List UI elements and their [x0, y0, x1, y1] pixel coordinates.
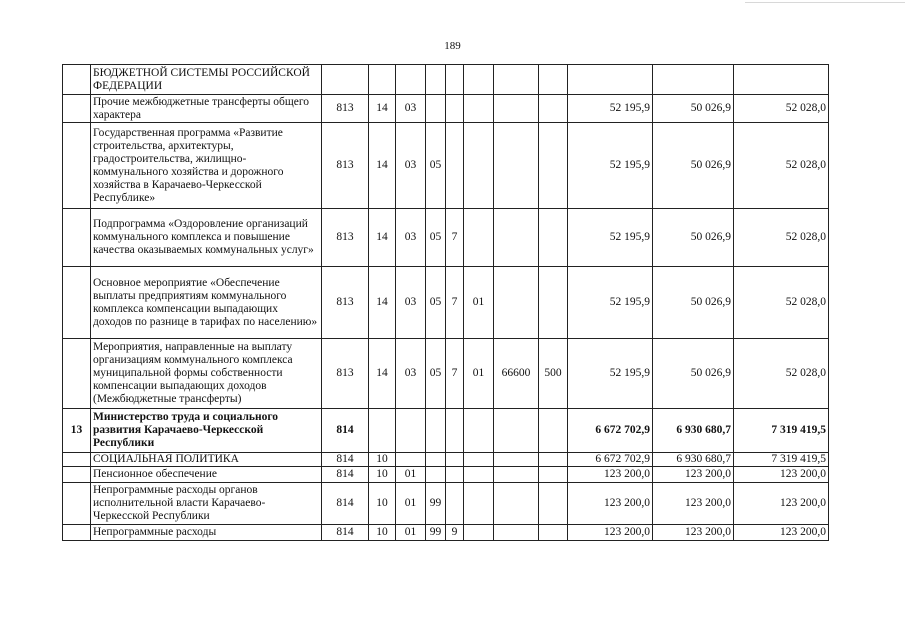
- expense-type-code: [539, 95, 568, 123]
- subprogram-code: 7: [446, 209, 464, 267]
- subsection-code: 03: [396, 209, 426, 267]
- item-name: Министерство труда и социального развития Карачаево-Черкесской Республики: [91, 409, 322, 453]
- amount-year-2: 6 930 680,7: [653, 453, 734, 467]
- ministry-code: 814: [322, 483, 369, 525]
- direction-code: [494, 525, 539, 541]
- amount-year-2: 123 200,0: [653, 525, 734, 541]
- table-row: [63, 483, 829, 525]
- program-code: [426, 95, 446, 123]
- amount-year-2: 123 200,0: [653, 467, 734, 483]
- section-code: 14: [369, 339, 396, 409]
- amount-year-2: 50 026,9: [653, 267, 734, 339]
- subprogram-code: [446, 409, 464, 453]
- subprogram-code: 7: [446, 267, 464, 339]
- ministry-code: 813: [322, 267, 369, 339]
- program-code: 05: [426, 209, 446, 267]
- activity-code: [464, 65, 494, 95]
- expense-type-code: [539, 467, 568, 483]
- subprogram-code: [446, 453, 464, 467]
- section-code: 14: [369, 123, 396, 209]
- subsection-code: 01: [396, 467, 426, 483]
- subsection-code: 03: [396, 339, 426, 409]
- direction-code: [494, 483, 539, 525]
- program-code: [426, 453, 446, 467]
- program-code: [426, 65, 446, 95]
- table-row: [63, 525, 829, 541]
- item-name: Непрограммные расходы: [91, 525, 322, 541]
- expense-type-code: [539, 267, 568, 339]
- table-row: [63, 267, 829, 339]
- row-index: [63, 453, 91, 467]
- table-row: [63, 95, 829, 123]
- program-code: [426, 409, 446, 453]
- expense-type-code: [539, 525, 568, 541]
- row-index: [63, 339, 91, 409]
- amount-year-1: 52 195,9: [568, 209, 653, 267]
- amount-year-1: 6 672 702,9: [568, 409, 653, 453]
- ministry-code: [322, 65, 369, 95]
- amount-year-3: 123 200,0: [734, 467, 829, 483]
- row-index: [63, 123, 91, 209]
- activity-code: [464, 467, 494, 483]
- amount-year-2: 50 026,9: [653, 209, 734, 267]
- program-code: [426, 467, 446, 483]
- amount-year-1: 123 200,0: [568, 483, 653, 525]
- direction-code: [494, 453, 539, 467]
- page-number: 189: [444, 40, 461, 52]
- table-body: [63, 65, 829, 541]
- section-code: 10: [369, 483, 396, 525]
- subprogram-code: [446, 483, 464, 525]
- direction-code: [494, 209, 539, 267]
- subprogram-code: [446, 95, 464, 123]
- amount-year-3: 52 028,0: [734, 209, 829, 267]
- amount-year-2: [653, 65, 734, 95]
- ministry-code: 813: [322, 123, 369, 209]
- amount-year-2: 123 200,0: [653, 483, 734, 525]
- section-code: 14: [369, 209, 396, 267]
- expense-type-code: [539, 123, 568, 209]
- item-name: Мероприятия, направленные на выплату организациям коммунального комплекса муниципальной формы собственности компенсации выпадающих доходов (Межбюджетные трансферты): [91, 339, 322, 409]
- amount-year-3: 123 200,0: [734, 525, 829, 541]
- amount-year-2: 50 026,9: [653, 95, 734, 123]
- activity-code: 01: [464, 339, 494, 409]
- subprogram-code: 7: [446, 339, 464, 409]
- item-name: СОЦИАЛЬНАЯ ПОЛИТИКА: [91, 453, 322, 467]
- amount-year-1: 52 195,9: [568, 267, 653, 339]
- table-row: [63, 409, 829, 453]
- amount-year-3: 52 028,0: [734, 95, 829, 123]
- activity-code: [464, 409, 494, 453]
- expense-type-code: [539, 409, 568, 453]
- expense-type-code: [539, 209, 568, 267]
- budget-table: [62, 64, 829, 541]
- ministry-code: 814: [322, 409, 369, 453]
- subsection-code: [396, 409, 426, 453]
- amount-year-2: 6 930 680,7: [653, 409, 734, 453]
- ministry-code: 814: [322, 525, 369, 541]
- ministry-code: 813: [322, 95, 369, 123]
- amount-year-3: [734, 65, 829, 95]
- table-row: [63, 123, 829, 209]
- row-index: [63, 525, 91, 541]
- row-index: [63, 65, 91, 95]
- section-code: 10: [369, 525, 396, 541]
- amount-year-2: 50 026,9: [653, 123, 734, 209]
- row-index: 13: [63, 409, 91, 453]
- program-code: 05: [426, 339, 446, 409]
- expense-type-code: 500: [539, 339, 568, 409]
- item-name: Подпрограмма «Оздоровление организаций коммунального комплекса и повышение качества оказываемых коммунальных услуг»: [91, 209, 322, 267]
- section-code: 10: [369, 467, 396, 483]
- activity-code: [464, 483, 494, 525]
- amount-year-3: 52 028,0: [734, 339, 829, 409]
- subsection-code: 03: [396, 123, 426, 209]
- subsection-code: [396, 453, 426, 467]
- program-code: 99: [426, 483, 446, 525]
- item-name: Непрограммные расходы органов исполнительной власти Карачаево-Черкесской Республики: [91, 483, 322, 525]
- item-name: Государственная программа «Развитие строительства, архитектуры, градостроительства, жилищно-коммунального хозяйства и дорожного хозяйства в Карачаево-Черкесской Республике»: [91, 123, 322, 209]
- amount-year-2: 50 026,9: [653, 339, 734, 409]
- activity-code: [464, 95, 494, 123]
- item-name: Пенсионное обеспечение: [91, 467, 322, 483]
- ministry-code: 814: [322, 453, 369, 467]
- subprogram-code: [446, 123, 464, 209]
- table-row: [63, 453, 829, 467]
- subsection-code: [396, 65, 426, 95]
- scan-edge-line: [745, 2, 905, 3]
- program-code: 05: [426, 267, 446, 339]
- direction-code: [494, 95, 539, 123]
- amount-year-1: 52 195,9: [568, 95, 653, 123]
- amount-year-1: 52 195,9: [568, 339, 653, 409]
- amount-year-1: 123 200,0: [568, 467, 653, 483]
- activity-code: [464, 123, 494, 209]
- direction-code: [494, 123, 539, 209]
- row-index: [63, 467, 91, 483]
- program-code: 99: [426, 525, 446, 541]
- subprogram-code: [446, 65, 464, 95]
- direction-code: [494, 409, 539, 453]
- section-code: 14: [369, 267, 396, 339]
- amount-year-3: 52 028,0: [734, 123, 829, 209]
- section-code: 10: [369, 453, 396, 467]
- row-index: [63, 267, 91, 339]
- item-name: Прочие межбюджетные трансферты общего характера: [91, 95, 322, 123]
- direction-code: [494, 467, 539, 483]
- subsection-code: 03: [396, 95, 426, 123]
- table-row: [63, 467, 829, 483]
- expense-type-code: [539, 483, 568, 525]
- activity-code: [464, 453, 494, 467]
- table-row: [63, 339, 829, 409]
- expense-type-code: [539, 453, 568, 467]
- table-row: [63, 65, 829, 95]
- section-code: [369, 65, 396, 95]
- amount-year-1: 6 672 702,9: [568, 453, 653, 467]
- subsection-code: 01: [396, 525, 426, 541]
- activity-code: [464, 209, 494, 267]
- amount-year-3: 123 200,0: [734, 483, 829, 525]
- subprogram-code: [446, 467, 464, 483]
- direction-code: [494, 65, 539, 95]
- subsection-code: 03: [396, 267, 426, 339]
- section-code: 14: [369, 95, 396, 123]
- activity-code: 01: [464, 267, 494, 339]
- row-index: [63, 483, 91, 525]
- activity-code: [464, 525, 494, 541]
- amount-year-1: 123 200,0: [568, 525, 653, 541]
- item-name: Основное мероприятие «Обеспечение выплаты предприятиям коммунального комплекса компенсации выпадающих доходов по разнице в тарифах по населению»: [91, 267, 322, 339]
- direction-code: [494, 267, 539, 339]
- amount-year-3: 52 028,0: [734, 267, 829, 339]
- row-index: [63, 209, 91, 267]
- ministry-code: 814: [322, 467, 369, 483]
- expense-type-code: [539, 65, 568, 95]
- section-code: [369, 409, 396, 453]
- amount-year-3: 7 319 419,5: [734, 409, 829, 453]
- ministry-code: 813: [322, 209, 369, 267]
- amount-year-3: 7 319 419,5: [734, 453, 829, 467]
- program-code: 05: [426, 123, 446, 209]
- subprogram-code: 9: [446, 525, 464, 541]
- direction-code: 66600: [494, 339, 539, 409]
- amount-year-1: [568, 65, 653, 95]
- row-index: [63, 95, 91, 123]
- ministry-code: 813: [322, 339, 369, 409]
- item-name: БЮДЖЕТНОЙ СИСТЕМЫ РОССИЙСКОЙ ФЕДЕРАЦИИ: [91, 65, 322, 95]
- table-row: [63, 209, 829, 267]
- amount-year-1: 52 195,9: [568, 123, 653, 209]
- subsection-code: 01: [396, 483, 426, 525]
